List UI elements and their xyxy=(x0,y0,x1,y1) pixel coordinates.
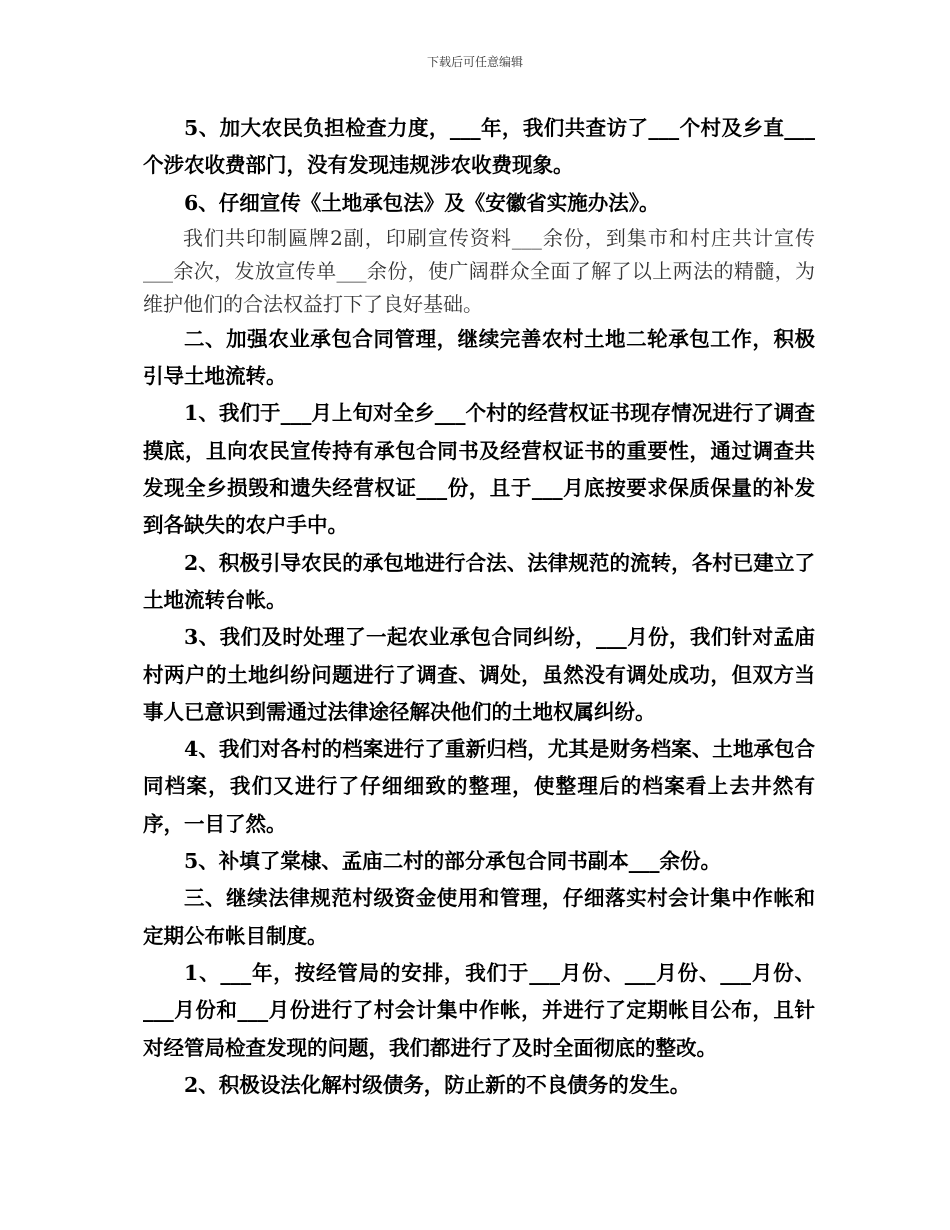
paragraph-6: 2、积极引导农民的承包地进行合法、法律规范的流转，各村已建立了土地流转台帐。 xyxy=(143,550,815,612)
paragraph-7: 3、我们及时处理了一起农业承包合同纠纷，___月份，我们针对孟庙村两户的土地纠纷问题进行了调查、调处，虽然没有调处成功，但双方当事人已意识到需通过法律途径解决他们的土地权属纠纷。 xyxy=(143,625,815,724)
paragraph-8: 4、我们对各村的档案进行了重新归档，尤其是财务档案、土地承包合同档案，我们又进行了仔细细致的整理，使整理后的档案看上去井然有序，一目了然。 xyxy=(143,737,815,836)
section-heading-3: 三、继续法律规范村级资金使用和管理，仔细落实村会计集中作帐和定期公布帐目制度。 xyxy=(143,886,815,948)
paragraph-3: 我们共印制匾牌2副，印刷宣传资料___余份，到集市和村庄共计宣传___余次，发放宣传单___余份，使广阔群众全面了解了以上两法的精髓，为维护他们的合法权益打下了良好基础。 xyxy=(143,225,815,316)
paragraph-1: 5、加大农民负担检查力度，___年，我们共查访了___个村及乡直___个涉农收费部门，没有发现违规涉农收费现象。 xyxy=(143,116,815,178)
section-heading-2: 二、加强农业承包合同管理，继续完善农村土地二轮承包工作，积极引导土地流转。 xyxy=(143,326,815,389)
page-header: 下载后可任意编辑 xyxy=(426,55,523,69)
paragraph-2: 6、仔细宣传《土地承包法》及《安徽省实施办法》。 xyxy=(184,190,660,215)
paragraph-9: 5、补填了棠棣、孟庙二村的部分承包合同书副本___余份。 xyxy=(184,849,722,874)
document-body xyxy=(143,110,815,1104)
paragraph-11: 1、___年，按经管局的安排，我们于___月份、___月份、___月份、___月份和___月份进行了村会计集中作帐，并进行了定期帐目公布，且针对经管局检查发现的问题，我们都进行了及时全面彻底的整改。 xyxy=(143,960,815,1060)
paragraph-5: 1、我们于___月上旬对全乡___个村的经营权证书现存情况进行了调查摸底，且向农民宣传持有承包合同书及经营权证书的重要性，通过调查共发现全乡损毁和遗失经营权证___份，且于___月底按要求保质保量的补发到各缺失的农户手中。 xyxy=(143,401,815,538)
paragraph-12: 2、积极设法化解村级债务，防止新的不良债务的发生。 xyxy=(184,1072,691,1097)
